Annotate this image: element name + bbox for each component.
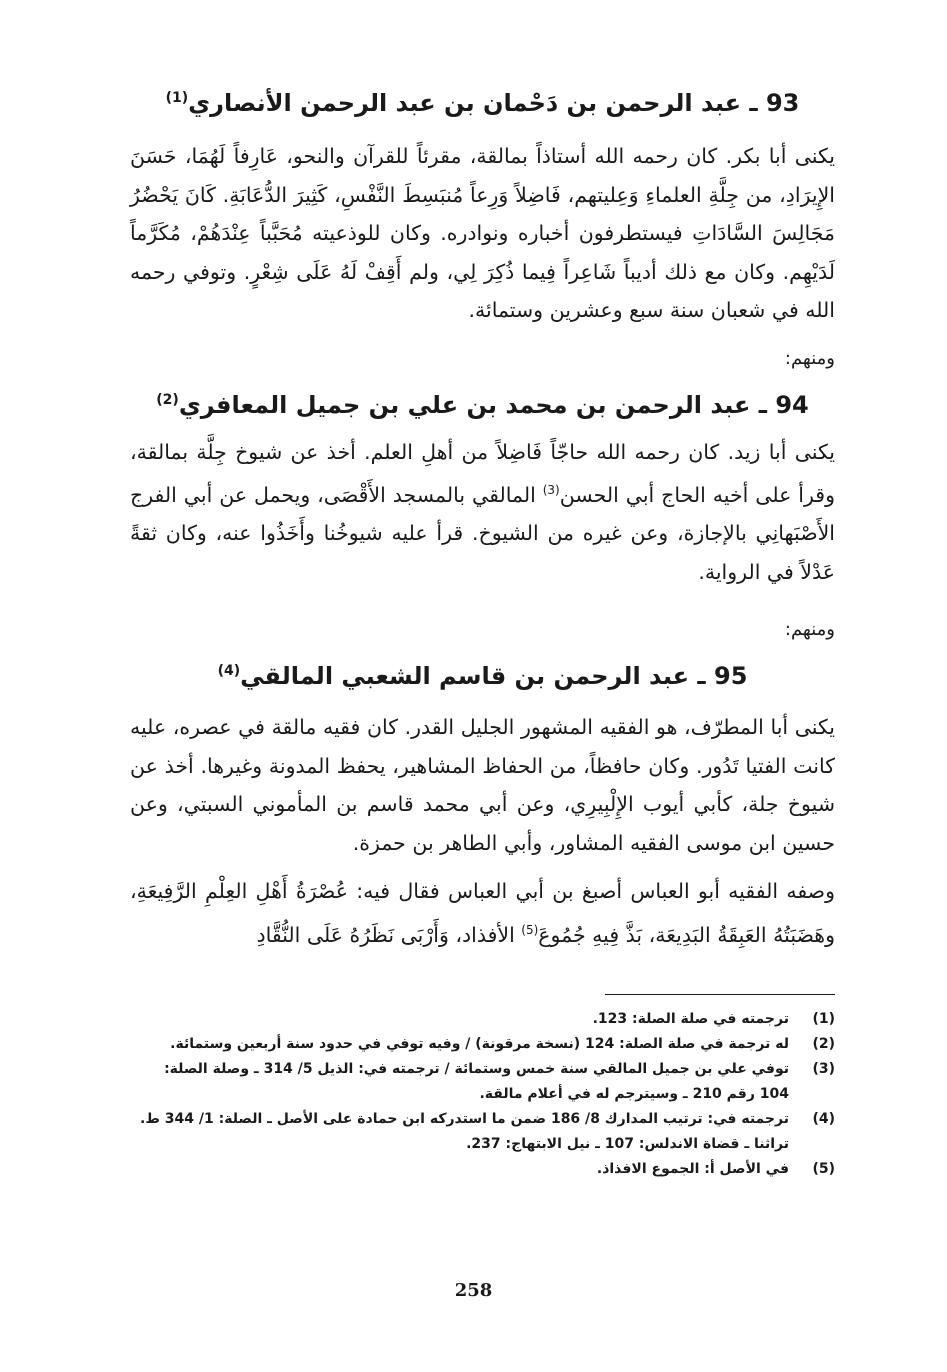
entry-heading-94 [130,380,835,425]
footnote-4-text: ترجمته في: ترتيب المدارك 8/ 186 ضمن ما استدركه ابن حمادة على الأصل ـ الصلة: 1/ 344 ط. تراثنا ـ قضاة الاندلس: 107 ـ نيل الابتهاج: 237. [140,1111,789,1153]
footnote-2 [130,1032,835,1057]
footnote-3-text: توفي علي بن جميل المالقي سنة خمس وستمائة / ترجمته في: الذيل 5/ 314 ـ وصلة الصلة: 104 رقم 210 ـ وسيترجم له في أعلام مالقة. [164,1061,789,1103]
entry-94-text-part1: يكنى أبا زيد. كان رحمه الله حاجّاً فَاضِلاً من أهلِ العلم. أخذ عن شيوخ جِلَّة بمالقة، وقرأ على أخيه الحاج أبي الحسن [130,439,835,507]
entry-heading-93 [130,78,835,123]
entry-94-paragraph [130,433,835,592]
footnote-separator [605,994,835,995]
entry-heading-94-text: 94 ـ عبد الرحمن بن محمد بن علي بن جميل المعافري [178,390,809,419]
footnote-3 [130,1057,835,1107]
page-number: 258 [454,1280,493,1301]
entry-heading-95-text: 95 ـ عبد الرحمن بن قاسم الشعبي المالقي [240,662,748,691]
footnote-2-number: (2) [812,1036,835,1053]
footnote-5 [130,1157,835,1182]
entry-93-paragraph: يكنى أبا بكر. كان رحمه الله أستاذاً بمالقة، مقرئاً للقرآن والنحو، عَارِفاً لَهُمَا، حَسَنَ الإِيرَادِ، من جِلَّةِ العلماءِ وَعِليتهم، فَاضِلاً وَرِعاً مُنبَسِطَ النَّفْسِ، كَثِيرَ الدُّعَابَةِ. كَانَ يَحْضُرُ مَجَالِسَ السَّادَاتِ فيستطرفون أخباره ونوادره. وكان للوذعيته مُحَبَّباً عِنْدَهُمْ، مُكَرَّماً لَدَيْهِم. وكان مع ذلك أديباً شَاعِراً فِيما ذُكِرَ لِي، ولم أَقِفْ لَهُ عَلَى شِعْرٍ. وتوفي رحمه الله في شعبان سنة سبع وعشرين وستمائة. [130,144,835,322]
entry-94-text-part2: المالقي بالمسجد الأَقْصَى، ويحمل عن أبي الفرج الأَصْبَهانِي بالإجازة، وعن غيره من الشيوخ. قرأ عليه شيوخُنا وأَخَذُوا عنه، وكان ثقةً عَدْلاً في الرواية. [130,482,835,584]
entry-95-paragraph-2 [130,872,835,954]
entry-heading-95 [130,651,835,696]
footnote-marker-5: (5) [521,922,539,937]
footnote-marker-2: (2) [156,391,179,408]
footnote-2-text: له ترجمة في صلة الصلة: 124 (نسخة مرقونة) / وفيه توفي في حدود سنة أربعين وستمائة. [170,1036,789,1053]
entry-95-intro: ومنهم: [784,619,835,641]
footnote-3-number: (3) [812,1061,835,1078]
footnote-marker-4: (4) [217,663,241,680]
footnote-5-number: (5) [812,1161,835,1178]
entry-95-paragraph-1: يكنى أبا المطرّف، هو الفقيه المشهور الجليل القدر. كان فقيه مالقة في عصره، عليه كانت الفتيا تَدُور. وكان حافظاً، من الحفاظ المشاهير، يحفظ المدونة وغيرها. أخذ عن شيوخ جلة، كأبي أيوب الإِلْبِيرِي، وعن أبي محمد قاسم بن المأموني السبتي، وعن حسين ابن موسى الفقيه المشاور، وأبي الطاهر بن حمزة. [130,715,835,855]
entry-95-p2-part2: الأفذاد، وَأَرْبَى نَظَرُهُ عَلَى النُّقَّادِ [256,922,522,947]
footnote-marker-1: (1) [165,90,189,106]
footnote-1-text: ترجمته في صلة الصلة: 123. [592,1011,789,1028]
footnote-4-number: (4) [812,1111,835,1128]
entry-94-intro: ومنهم: [784,347,835,369]
footnote-marker-3: (3) [542,483,560,497]
footnote-1 [130,1007,835,1032]
footnote-5-text: في الأصل أ: الجموع الافذاذ. [596,1161,789,1178]
entry-heading-93-text: 93 ـ عبد الرحمن بن دَحْمان بن عبد الرحمن الأنصاري [188,89,800,117]
footnotes-list [130,1007,835,1182]
entry-95-p2-part1: وصفه الفقيه أبو العباس أصبغ بن أبي العباس فقال فيه: عُصْرَةُ أَهْلِ العِلْمِ الرَّفِيعَةِ، وهَضَبَتُهُ العَبِقَةُ البَدِيعَة، بَذَّ فِيهِ جُمُوعَ [130,879,835,947]
book-page [130,70,835,1332]
footnote-1-number: (1) [812,1011,835,1028]
footnote-4 [130,1107,835,1157]
